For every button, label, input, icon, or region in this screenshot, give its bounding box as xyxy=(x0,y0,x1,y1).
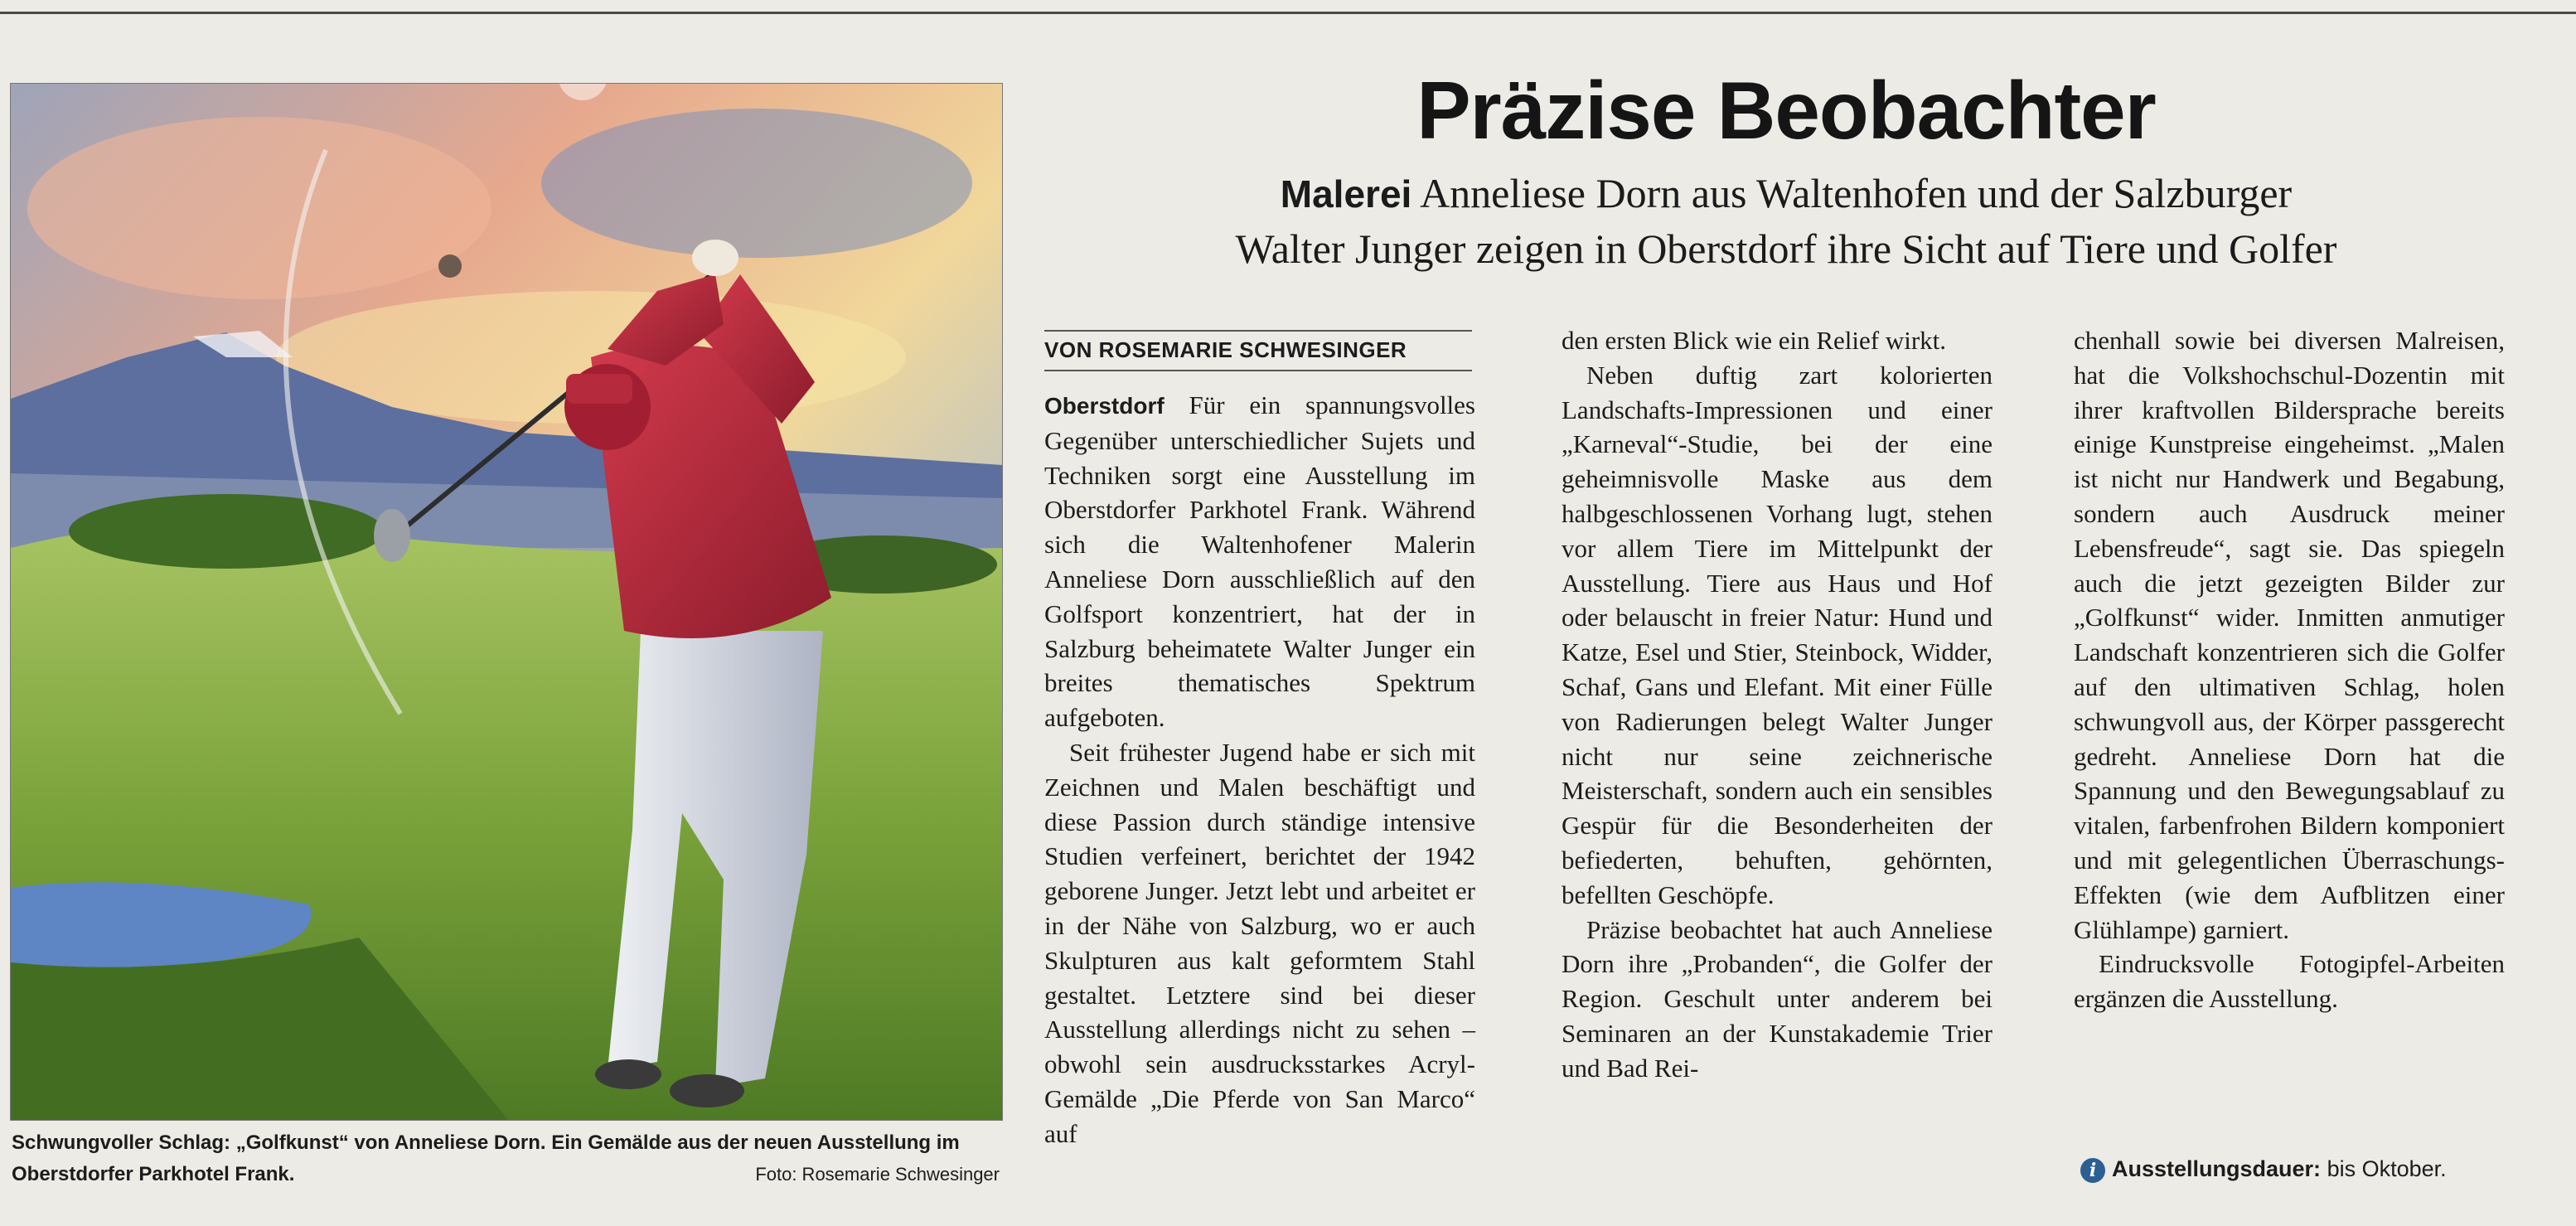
article-column-1 xyxy=(1044,388,1475,1151)
golf-painting-image xyxy=(10,83,1003,1121)
paragraph: den ersten Blick wie ein Relief wirkt. xyxy=(1562,326,1947,355)
paragraph: chenhall sowie bei diversen Malreisen, hat die Volkshochschul-Dozentin mit ihrer kraftvollen Bildersprache bereits einige Kunstpreise eingeheimst. „Malen ist nicht nur Handwerk und Begabung, sondern auch Ausdruck meiner Lebensfreude“, sagt sie. Das spiegeln auch die jetzt gezeigten Bilder zur „Golfkunst“ wider. Inmitten anmutiger Landschaft konzentrieren sich die Golfer auf den ultimativen Schlag, holen schwungvoll aus, der Körper passgerecht gedreht. Anneliese Dorn hat die Spannung und den Bewegungsablauf zu vitalen, farbenfrohen Bildern komponiert und mit gelegentlichen Überraschungs-Effekten (wie dem Aufblitzen einer Glühlampe) garniert. xyxy=(2074,326,2505,944)
paragraph: Eindrucksvolle Fotogipfel-Arbeiten ergänzen die Ausstellung. xyxy=(2074,949,2505,1014)
subheadline-line1: Anneliese Dorn aus Waltenhofen und der Salzburger xyxy=(1420,170,2293,216)
author-byline: VON ROSEMARIE SCHWESINGER xyxy=(1044,330,1472,371)
subheadline-kicker: Malerei xyxy=(1280,172,1412,216)
info-icon: i xyxy=(2080,1158,2105,1183)
dateline-place: Oberstdorf xyxy=(1044,393,1165,419)
exhibition-info-box xyxy=(2080,1152,2545,1185)
photo-caption xyxy=(12,1127,1003,1190)
info-value: bis Oktober. xyxy=(2327,1156,2447,1181)
paragraph: Neben duftig zart kolorierten Landschafts-Impressionen und einer „Karneval“-Studie, bei der eine geheimnisvolle Maske aus dem halbgeschlossenen Vorhang lugt, stehen vor allem Tiere im Mittelpunkt der Ausstellung. Tiere aus Haus und Hof oder belauscht in freier Natur: Hund und Katze, Esel und Stier, Steinbock, Widder, Schaf, Gans und Elefant. Mit einer Fülle von Radierungen belegt Walter Junger nicht nur seine zeichnerische Meisterschaft, sondern auch ein sensibles Gespür für die Besonderheiten der befiederten, behuften, gehörnten, befellten Geschöpfe. xyxy=(1562,360,1993,909)
paragraph-text: Für ein spannungsvolles Gegenüber unterschiedlicher Sujets und Techniken sorgt eine Ausstellung im Oberstdorfer Parkhotel Frank. Während sich die Waltenhofener Malerin Anneliese Dorn ausschließlich auf den Golfsport konzentriert, hat der in Salzburg beheimatete Walter Junger ein breites thematisches Spektrum aufgeboten. xyxy=(1044,390,1475,733)
article-column-2 xyxy=(1562,323,1993,1086)
caption-text: Schwungvoller Schlag: „Golfkunst“ von Anneliese Dorn. Ein Gemälde aus der neuen Ausstellung im Oberstdorfer Parkhotel Frank. xyxy=(12,1132,960,1185)
article-subheadline xyxy=(1036,166,2536,276)
golfer-painting-svg xyxy=(11,84,1002,1120)
article-headline: Präzise Beobachter xyxy=(1416,65,2156,156)
paragraph: Seit frühester Jugend habe er sich mit Zeichnen und Malen beschäftigt und diese Passion durch ständige intensive Studien verfeinert, berichtet der 1942 geborene Junger. Jetzt lebt und arbeitet er in der Nähe von Salzburg, wo er auch Skulpturen aus kalt geformtem Stahl gestaltet. Letztere sind bei dieser Ausstellung allerdings nicht zu sehen – obwohl sein ausdrucksstarkes Acryl-Gemälde „Die Pferde von San Marco“ auf xyxy=(1044,737,1475,1148)
paragraph: Präzise beobachtet hat auch Anneliese Dorn ihre „Probanden“, die Golfer der Region. Geschult unter anderem bei Seminaren an der Kunstakademie Trier und Bad Rei- xyxy=(1562,914,1993,1083)
info-label: Ausstellungsdauer: xyxy=(2112,1156,2322,1181)
top-rule xyxy=(0,12,2576,14)
article-column-3 xyxy=(2074,323,2505,1016)
subheadline-line2: Walter Junger zeigen in Oberstdorf ihre Sicht auf Tiere und Golfer xyxy=(1235,225,2337,272)
paragraph xyxy=(1044,388,1475,735)
photo-credit: Foto: Rosemarie Schwesinger xyxy=(755,1164,1000,1185)
